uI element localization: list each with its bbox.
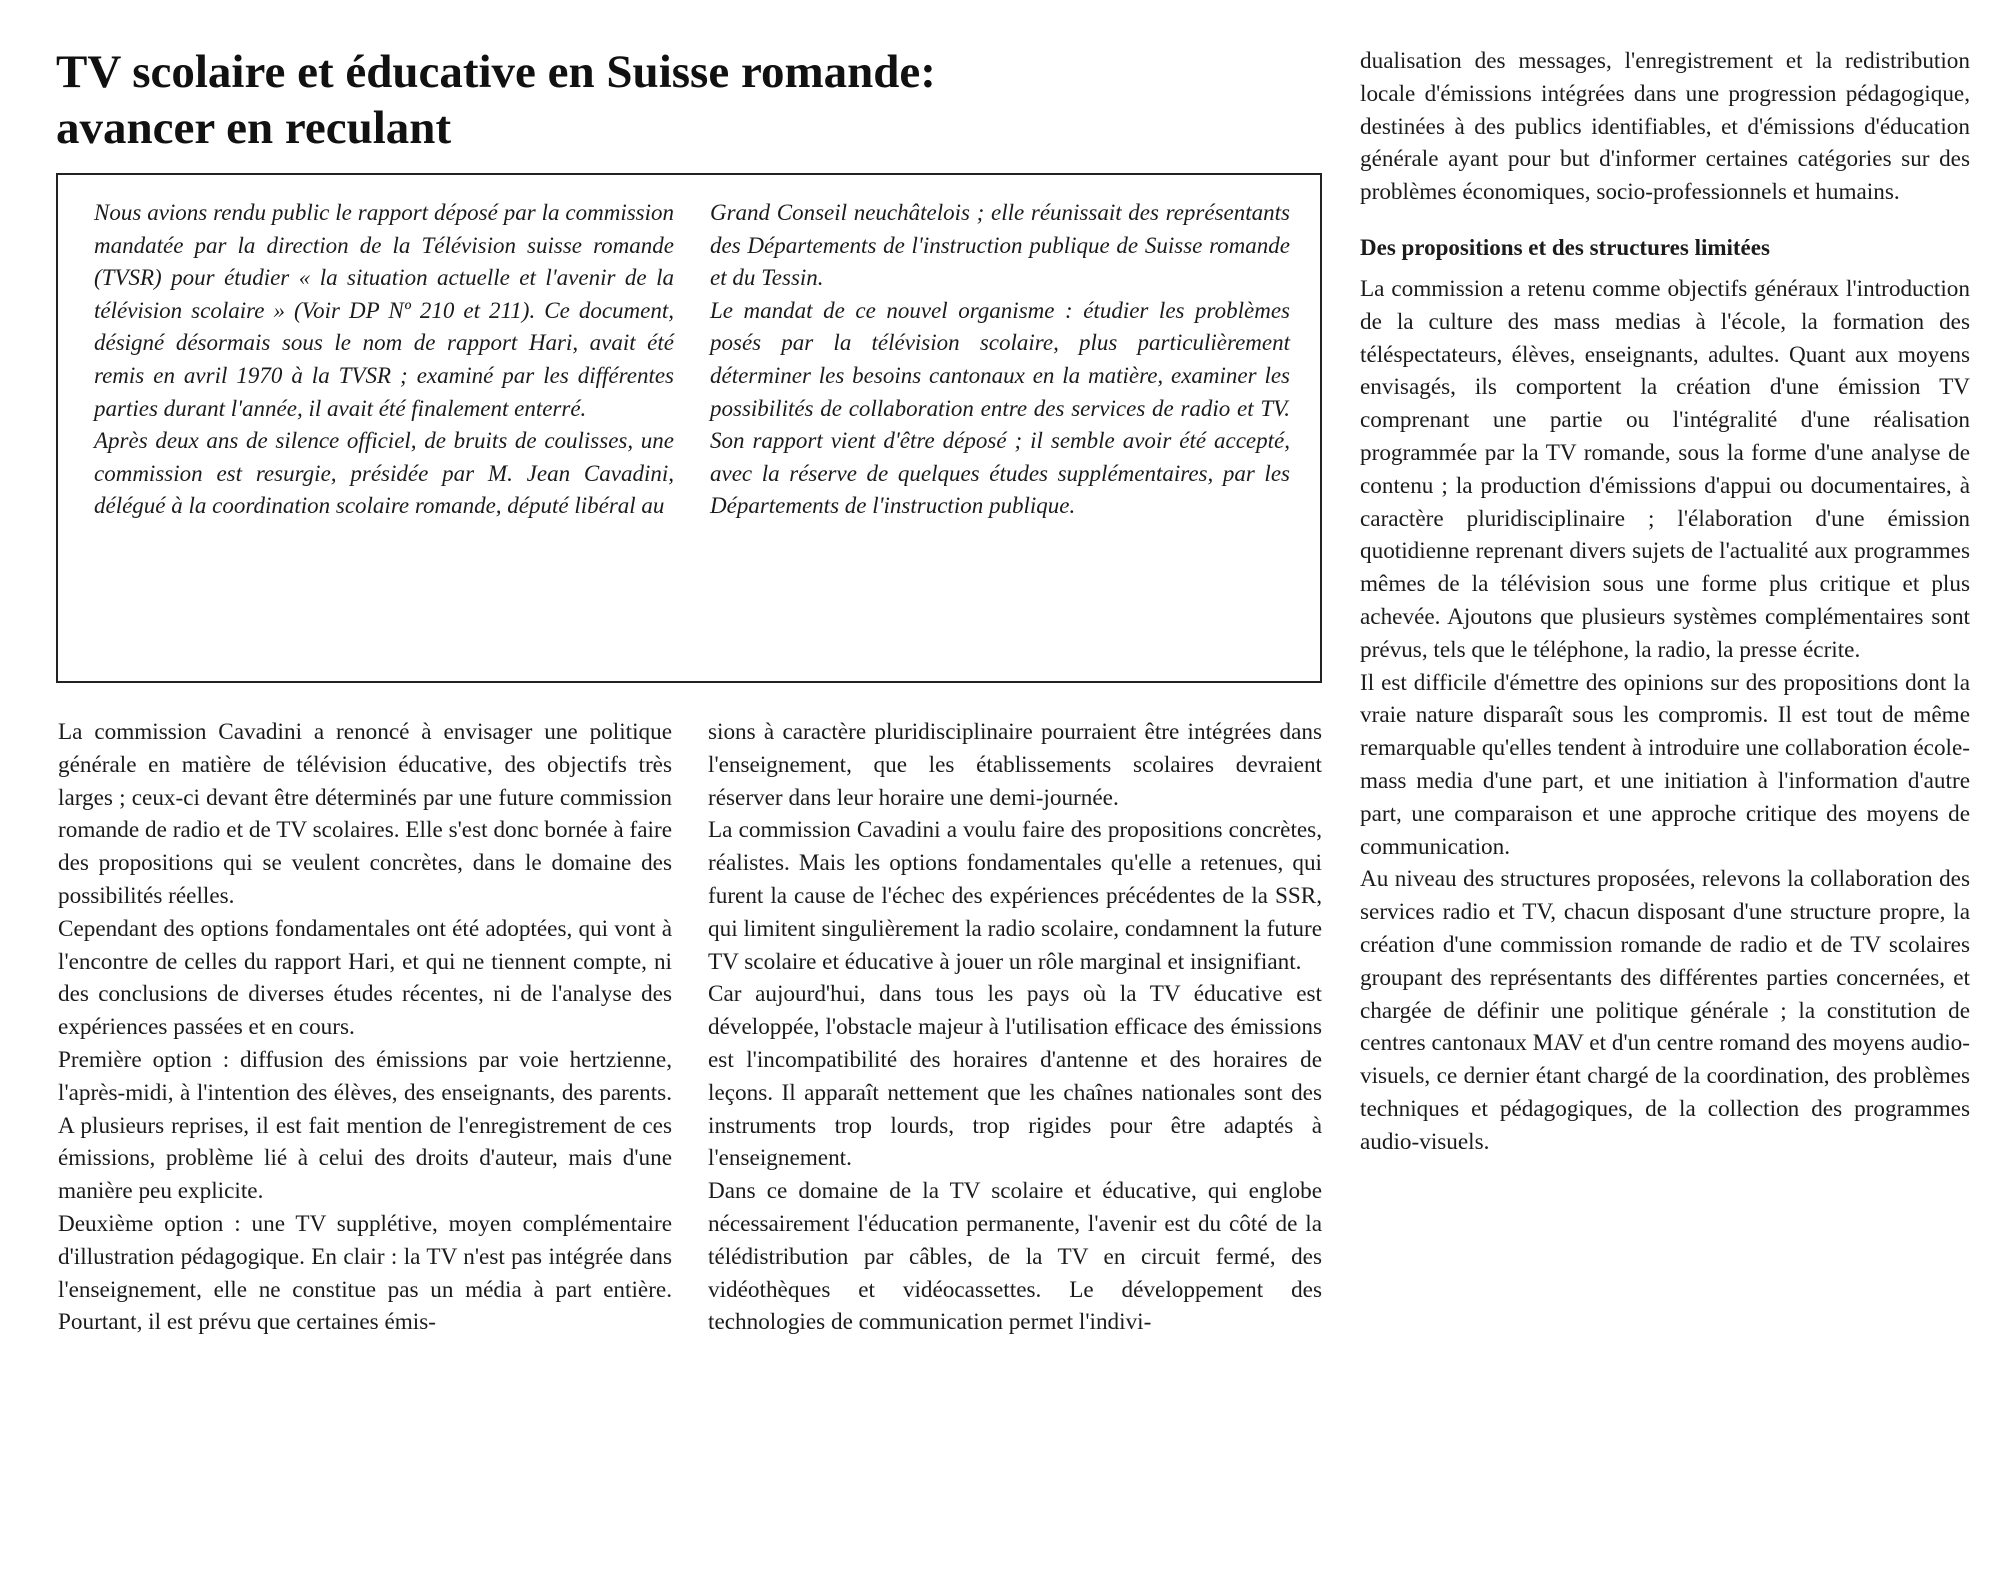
body-column-1 (58, 716, 672, 1339)
article-title-line-1: TV scolaire et éducative en Suisse romande: (56, 46, 936, 98)
body-paragraph: Première option : diffusion des émissions par voie hertzienne, l'après-midi, à l'intention des élèves, des enseignants, des parents. A plusieurs reprises, il est fait mention de l'enregistrement de ces émissions, problème lié à celui des droits d'auteur, mais d'une manière peu explicite. (58, 1046, 672, 1205)
body-paragraph: La commission Cavadini a renoncé à envisager une politique générale en matière de télévision éducative, des objectifs très larges ; ceux-ci devant être déterminés par une future commission romande de radio et de TV scolaires. Elle s'est donc bornée à faire des propositions qui se veulent concrètes, dans le domaine des possibilités réelles. (58, 719, 672, 909)
intro-paragraph: Nous avions rendu public le rapport déposé par la commission mandatée par la direction de la Télévision suisse romande (TVSR) pour étudier « la situation actuelle et l'avenir de la télévision scolaire » (Voir DP Nº 210 et 211). Ce document, désigné désormais sous le nom de rapport Hari, avait été remis en avril 1970 à la TVSR ; examiné par les différentes parties durant l'année, il avait été finalement enterré. (94, 200, 674, 421)
intro-box (56, 173, 1322, 683)
body-paragraph: La commission Cavadini a voulu faire des propositions concrètes, réalistes. Mais les options fondamentales qu'elle a retenues, qui furent la cause de l'échec des expériences précédentes de la SSR, qui limitent singulièrement la radio scolaire, condamnent la future TV scolaire et éducative à jouer un rôle marginal et insignifiant. (708, 817, 1322, 975)
body-paragraph: Car aujourd'hui, dans tous les pays où la TV éducative est développée, l'obstacle majeur à l'utilisation efficace des émissions est l'incompatibilité des horaires d'antenne et des horaires de leçons. Il apparaît nettement que les chaînes nationales sont des instruments trop lourds, trop rigides pour être adaptés à l'enseignement. (708, 981, 1322, 1172)
body-paragraph: Dans ce domaine de la TV scolaire et éducative, qui englobe nécessairement l'éducation permanente, l'avenir est du côté de la télédistribution par câbles, de la TV en circuit fermé, des vidéothèques et vidéocassettes. Le développement des technologies de communication permet l'indivi- (708, 1178, 1322, 1336)
body-column-3 (1360, 45, 1970, 1159)
intro-paragraph: Après deux ans de silence officiel, de bruits de coulisses, une commission est resurgie, présidée par M. Jean Cavadini, délégué à la coordination scolaire romande, député libéral au (94, 428, 674, 519)
body-paragraph: La commission a retenu comme objectifs généraux l'introduction de la culture des mass medias à l'école, la formation des téléspectateurs, élèves, enseignants, adultes. Quant aux moyens envisagés, ils comportent la création d'une émission TV comprenant une partie ou l'intégralité d'une réalisation programmée par la TV romande, sous la forme d'une analyse de contenu ; la production d'émissions d'appui ou documentaires, à caractère pluridisciplinaire ; l'élaboration d'une émission quotidienne reprenant divers sujets de l'actualité aux programmes mêmes de la télévision sous une forme plus critique et plus achevée. Ajoutons que plusieurs systèmes complémentaires sont prévus, tels que le téléphone, la radio, la presse écrite. (1360, 275, 1970, 663)
intro-paragraph: Le mandat de ce nouvel organisme : étudier les problèmes posés par la télévision scolaire, plus particulièrement déterminer les besoins cantonaux en la matière, examiner les possibilités de collaboration entre des services de radio et TV. Son rapport vient d'être déposé ; il semble avoir été accepté, avec la réserve de quelques études supplémentaires, par les Départements de l'instruction publique. (710, 297, 1290, 519)
article-title (56, 44, 1316, 156)
body-paragraph: Il est difficile d'émettre des opinions sur des propositions dont la vraie nature disparaît sous les compromis. Il est tout de même remarquable qu'elles tendent à introduire une collaboration école-mass media d'une part, et une initiation à l'information d'autre part, une comparaison et une approche critique des moyens de communication. (1360, 669, 1970, 860)
body-paragraph: Au niveau des structures proposées, relevons la collaboration des services radio et TV, chacun disposant d'une structure propre, la création d'une commission romande de radio et de TV scolaires groupant des représentants des différentes parties concernées, et chargée de définir une politique générale ; la constitution de centres cantonaux MAV et d'un centre romand des moyens audio-visuels, ce dernier étant chargé de la coordination, des problèmes techniques et pédagogiques, de la collection des programmes audio-visuels. (1360, 866, 1970, 1155)
intro-column-2 (710, 197, 1290, 523)
body-paragraph: Cependant des options fondamentales ont été adoptées, qui vont à l'encontre de celles du rapport Hari, et qui ne tiennent compte, ni des conclusions de diverses études récentes, ni de l'analyse des expériences passées et en cours. (58, 915, 672, 1041)
intro-column-1 (94, 197, 674, 523)
body-paragraph: Deuxième option : une TV supplétive, moyen complémentaire d'illustration pédagogique. En clair : la TV n'est pas intégrée dans l'enseignement, elle ne constitue pas un média à part entière. Pourtant, il est prévu que certaines émis- (58, 1210, 672, 1336)
article-title-line-2: avancer en reculant (56, 102, 452, 154)
body-column-2 (708, 716, 1322, 1339)
section-subheading: Des propositions et des structures limitées (1360, 234, 1770, 260)
body-paragraph: dualisation des messages, l'enregistrement et la redistribution locale d'émissions intégrées dans une progression pédagogique, destinées à des publics identifiables, et d'émissions d'éducation générale ayant pour but d'informer certaines catégories sur des problèmes économiques, socio-professionnels et humains. (1360, 48, 1970, 206)
intro-paragraph: Grand Conseil neuchâtelois ; elle réunissait des représentants des Départements de l'instruction publique de Suisse romande et du Tessin. (710, 200, 1290, 291)
body-paragraph: sions à caractère pluridisciplinaire pourraient être intégrées dans l'enseignement, que les établissements scolaires devraient réserver dans leur horaire une demi-journée. (708, 719, 1322, 811)
